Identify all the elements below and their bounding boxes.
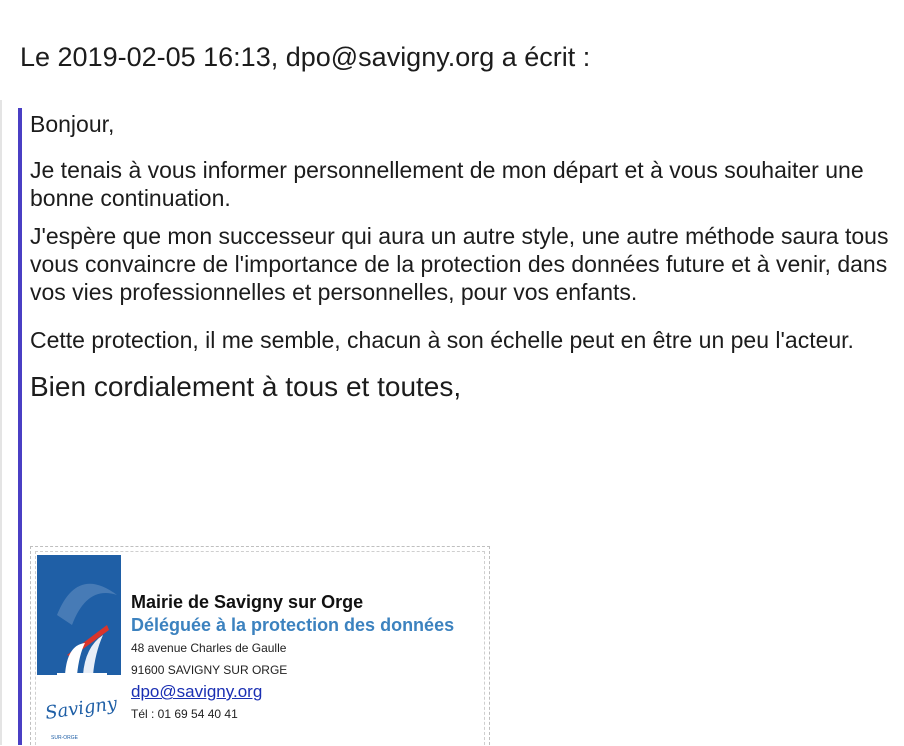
paragraph-departure: Je tenais à vous informer personnellement de mon départ et à vous souhaiter une bonne continuation. (30, 157, 864, 211)
phone-number: Tél : 01 69 54 40 41 (131, 707, 238, 721)
paragraph-protection: Cette protection, il me semble, chacun à son échelle peut en être un peu l'acteur. (30, 327, 854, 353)
email-link[interactable]: dpo@savigny.org (131, 682, 263, 701)
address-line-1: 48 avenue Charles de Gaulle (131, 641, 287, 655)
address-line-2: 91600 SAVIGNY SUR ORGE (131, 663, 288, 677)
quoted-message (30, 110, 898, 404)
city-logo (37, 555, 121, 746)
email-signature (30, 546, 490, 745)
quote-bar (18, 108, 22, 745)
organization-name: Mairie de Savigny sur Orge (131, 592, 364, 612)
paragraph-successor: J'espère que mon successeur qui aura un autre style, une autre méthode saura tous vous convaincre de l'importance de la protection des données future et à venir, dans vos vies professionnelles et personnelles, pour vos enfants. (30, 223, 889, 305)
logo-wordmark: Savigny (43, 693, 119, 724)
signature-details (131, 591, 491, 725)
closing-line: Bien cordialement à tous et toutes, (30, 371, 462, 402)
role-title: Déléguée à la protection des données (131, 615, 455, 635)
greeting: Bonjour, (30, 111, 115, 137)
quote-header: Le 2019-02-05 16:13, dpo@savigny.org a écrit : (20, 42, 591, 72)
logo-subtitle: SUR-ORGE (51, 735, 78, 741)
left-guide-line (0, 100, 2, 745)
